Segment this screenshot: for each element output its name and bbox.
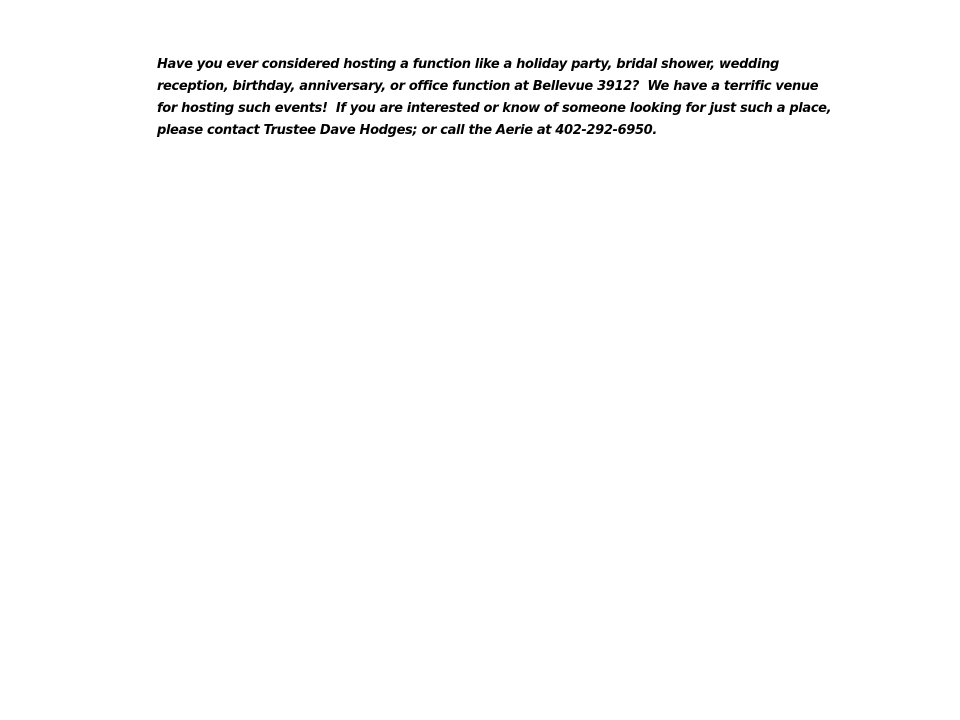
- notice-line-1: Have you ever considered hosting a function like a holiday party, bridal shower, wedding: [157, 57, 779, 72]
- event-venue-notice: [157, 54, 837, 142]
- notice-line-4: please contact Trustee Dave Hodges; or call the Aerie at 402-292-6950.: [157, 123, 657, 138]
- notice-line-2: reception, birthday, anniversary, or office function at Bellevue 3912? We have a terrific venue: [157, 79, 819, 94]
- notice-line-3: for hosting such events! If you are interested or know of someone looking for just such a place,: [157, 101, 832, 116]
